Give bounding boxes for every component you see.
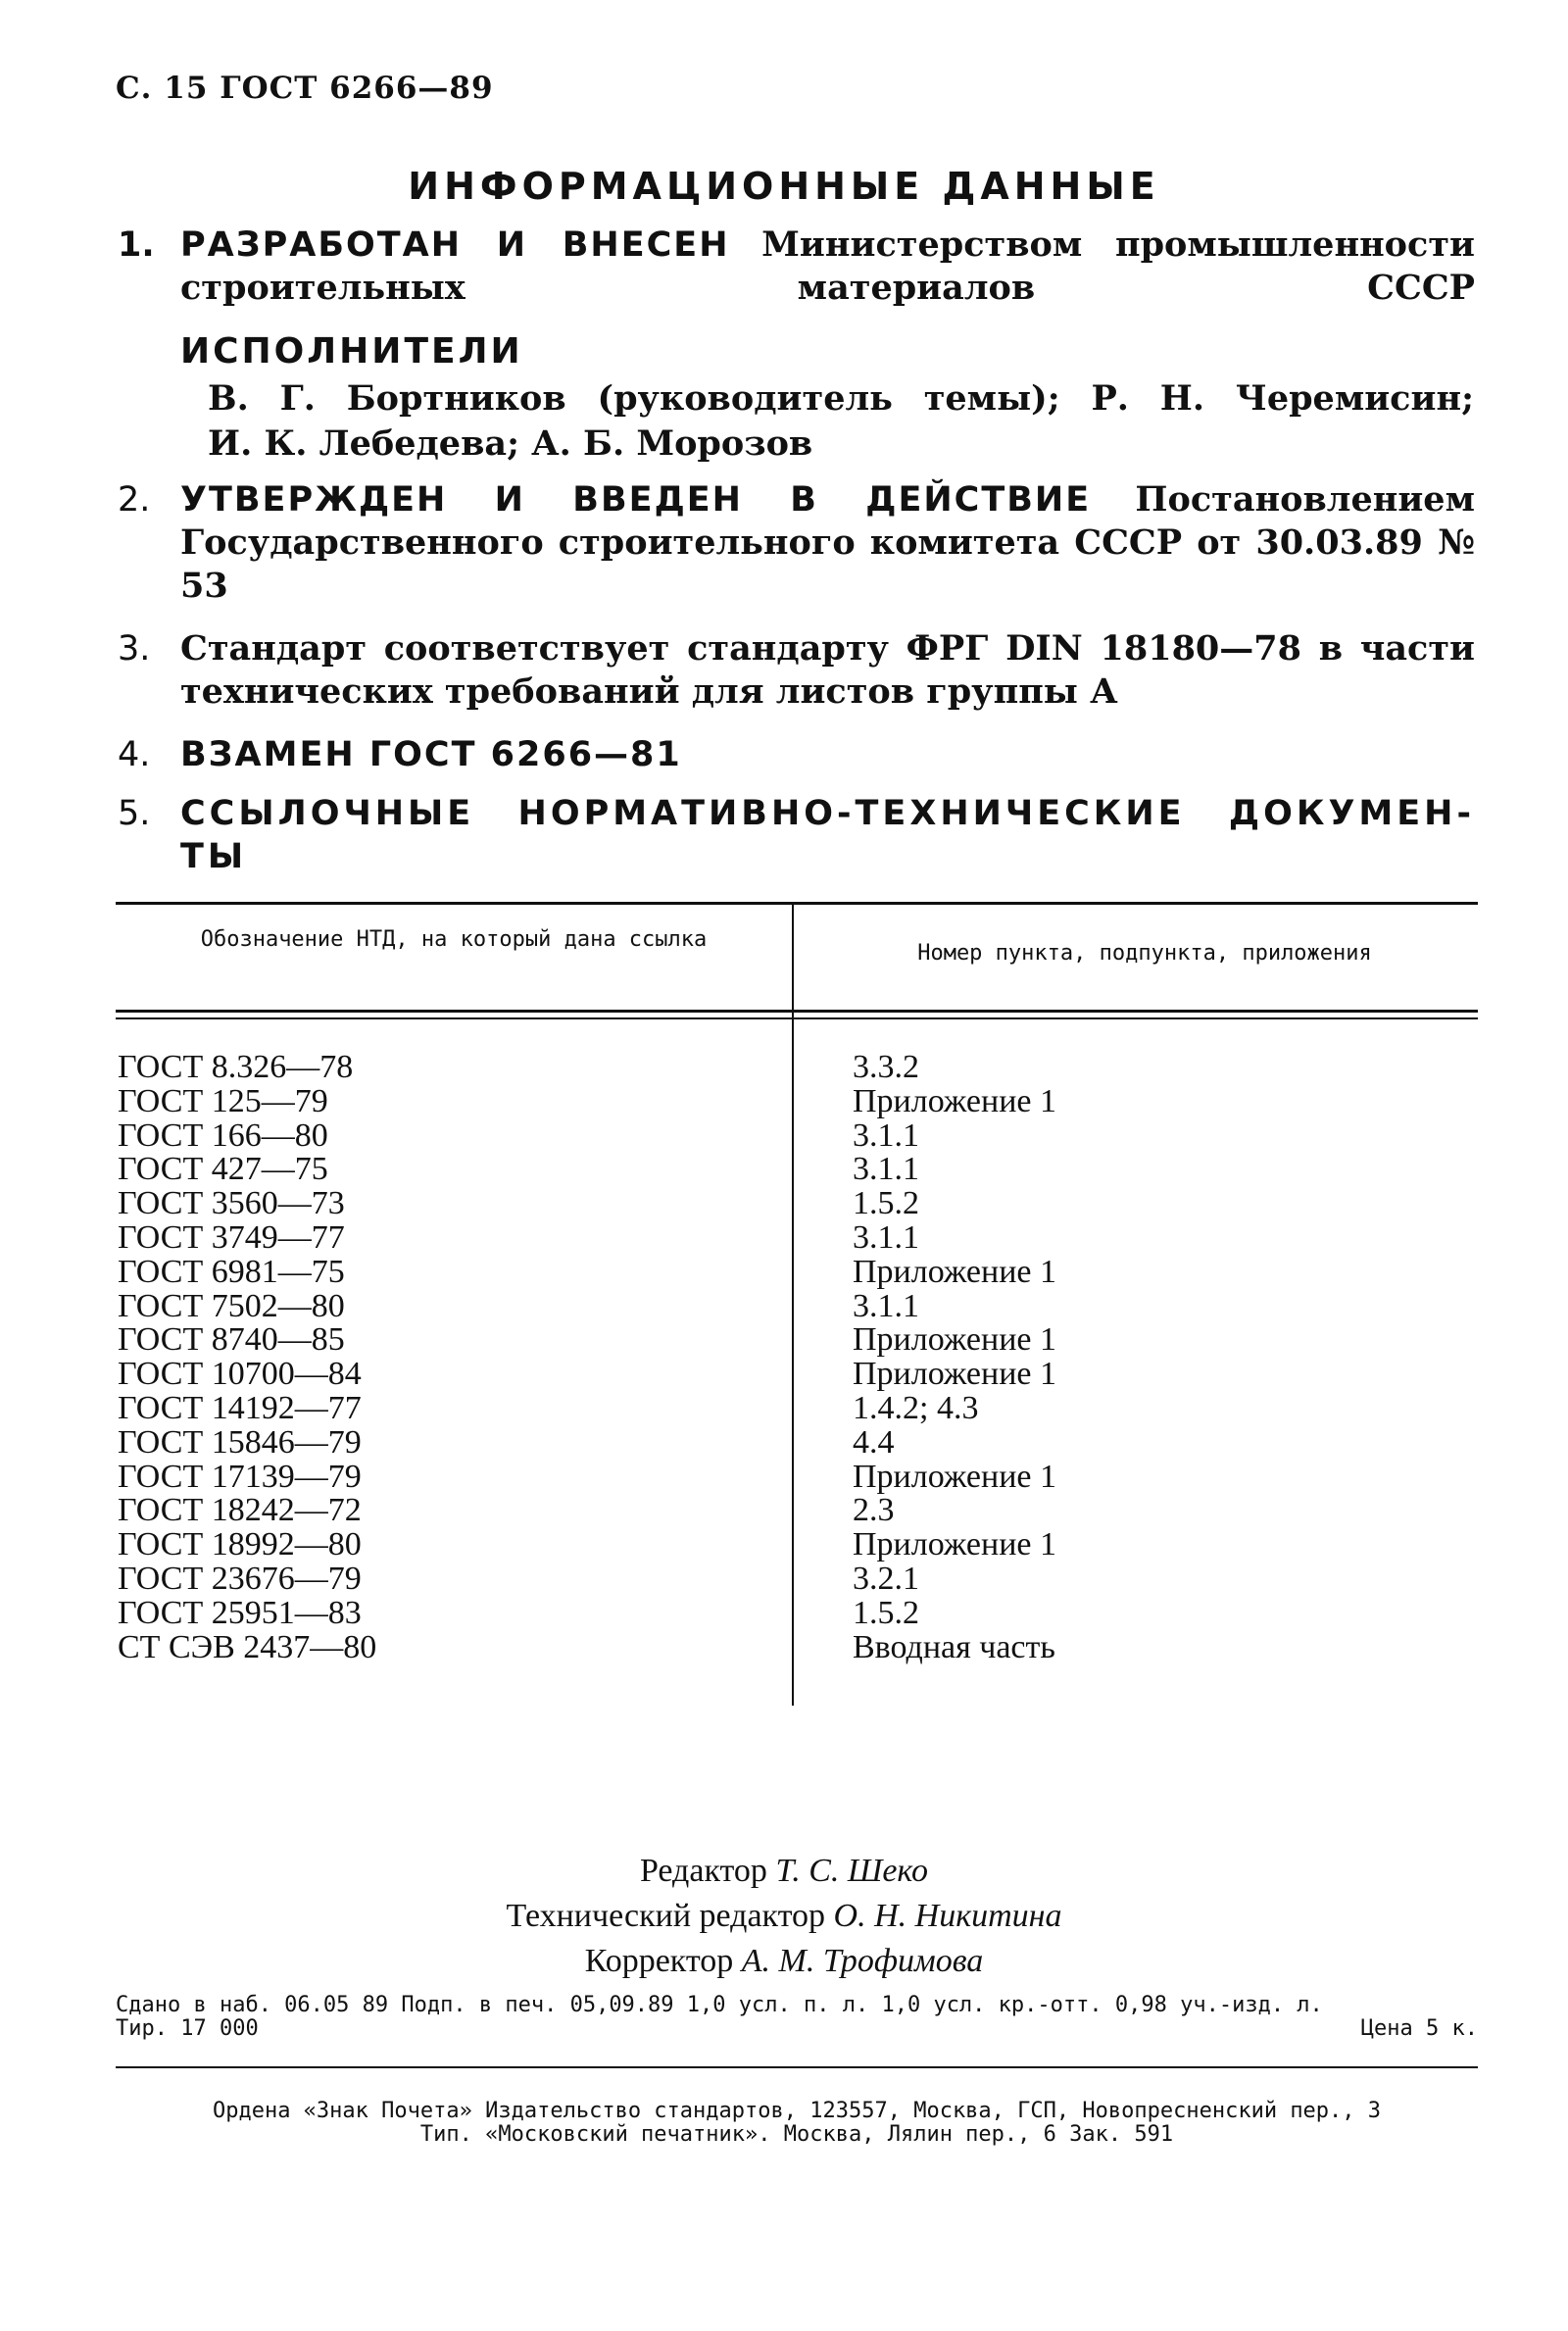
credit-name: Т. С. Шеко [775, 1853, 929, 1889]
table-cell-clause: 3.3.2 [853, 1049, 919, 1085]
table-cell-document: ГОСТ 427—75 [118, 1151, 328, 1188]
info-item-1 [118, 223, 1475, 310]
imprint-publisher: Ордена «Знак Почета» Издательство стандартов, 123557, Москва, ГСП, Новопресненский пер., 3 [212, 2099, 1382, 2123]
table-cell-clause: 2.3 [853, 1492, 895, 1529]
table-cell-clause: 1.5.2 [853, 1185, 919, 1222]
item-lead: РАЗРАБОТАН И ВНЕСЕН [180, 225, 730, 265]
credit-tech-editor [0, 1894, 1568, 1939]
table-cell-clause: Приложение 1 [853, 1253, 1056, 1290]
table-top-rule [116, 902, 1478, 905]
table-cell-document: ГОСТ 14192—77 [118, 1389, 362, 1426]
table-cell-document: ГОСТ 25951—83 [118, 1594, 362, 1631]
table-cell-clause: 4.4 [853, 1423, 895, 1461]
item-number: 5. [118, 794, 151, 833]
imprint-line-2 [116, 2017, 1478, 2041]
executors-line-1: В. Г. Бортников (руководитель темы); Р. Н. Черемисин; [208, 378, 1474, 419]
table-cell-document: ГОСТ 7502—80 [118, 1287, 345, 1324]
executors-list [208, 376, 1474, 467]
table-header-rule [116, 1010, 1478, 1013]
credit-name: О. Н. Никитина [833, 1898, 1062, 1934]
table-cell-clause: 3.1.1 [853, 1116, 919, 1154]
credit-corrector [0, 1939, 1568, 1984]
executors-heading: ИСПОЛНИТЕЛИ [180, 331, 523, 372]
credits-block [0, 1849, 1568, 1984]
table-header-clause: Номер пункта, подпункта, приложения [917, 941, 1372, 966]
table-cell-clause: 3.2.1 [853, 1560, 919, 1597]
imprint-price: Цена 5 к. [1360, 2016, 1478, 2041]
table-cell-document: ГОСТ 3749—77 [118, 1218, 345, 1256]
item-text: Постановлением Государственного строительного комитета СССР от 30.03.89 № 53 [180, 479, 1475, 606]
imprint-rule [116, 2066, 1478, 2068]
table-cell-clause: Приложение 1 [853, 1082, 1056, 1119]
page-label: С. 15 ГОСТ 6266—89 [116, 71, 494, 106]
table-cell-document: ГОСТ 125—79 [118, 1082, 328, 1119]
item-number: 2. [118, 480, 151, 520]
table-column-clauses [853, 1051, 1460, 1664]
credit-editor [0, 1849, 1568, 1894]
table-cell-document: СТ СЭВ 2437—80 [118, 1628, 377, 1665]
table-cell-document: ГОСТ 17139—79 [118, 1458, 362, 1495]
table-cell-document: ГОСТ 166—80 [118, 1116, 328, 1154]
table-cell-clause: Приложение 1 [853, 1526, 1056, 1563]
info-item-2 [118, 478, 1475, 608]
table-cell-document: ГОСТ 10700—84 [118, 1356, 362, 1393]
table-cell-document: ГОСТ 18992—80 [118, 1526, 362, 1563]
item-body [180, 478, 1475, 608]
item-text: Стандарт соответствует стандарту ФРГ DIN 18180—78 в части технических требований для листов группы А [180, 628, 1475, 712]
item-number: 3. [118, 629, 151, 669]
table-column-divider [792, 902, 794, 1706]
table-cell-clause: 1.4.2; 4.3 [853, 1389, 979, 1426]
item-text: Министерством промышленности строительных материалов СССР [180, 224, 1475, 308]
imprint-circulation: Тир. 17 000 [116, 2016, 259, 2041]
table-cell-document: ГОСТ 15846—79 [118, 1423, 362, 1461]
info-item-3 [118, 627, 1475, 714]
table-header-document: Обозначение НТД, на который дана ссылка [200, 927, 708, 952]
credit-name: А. М. Трофимова [741, 1943, 984, 1979]
table-cell-document: ГОСТ 18242—72 [118, 1492, 362, 1529]
table-cell-document: ГОСТ 23676—79 [118, 1560, 362, 1597]
item-lead: УТВЕРЖДЕН И ВВЕДЕН В ДЕЙСТВИЕ [180, 480, 1092, 520]
item-body [180, 223, 1475, 310]
table-cell-clause: 3.1.1 [853, 1287, 919, 1324]
item-number: 1. [118, 225, 155, 265]
credit-label: Редактор [639, 1853, 767, 1889]
credit-label: Технический редактор [506, 1898, 826, 1934]
table-cell-clause: 3.1.1 [853, 1218, 919, 1256]
table-cell-document: ГОСТ 8740—85 [118, 1321, 345, 1359]
table-cell-clause: Приложение 1 [853, 1356, 1056, 1393]
imprint-print-data [116, 1994, 1478, 2041]
table-column-documents [118, 1051, 784, 1664]
credit-label: Корректор [584, 1943, 734, 1979]
info-item-5 [118, 792, 1475, 878]
imprint-line-1: Сдано в наб. 06.05 89 Подп. в печ. 05,09.89 1,0 усл. п. л. 1,0 усл. кр.-отт. 0,98 уч.-изд. л. [116, 1993, 1323, 2017]
table-cell-document: ГОСТ 6981—75 [118, 1253, 345, 1290]
item-text: ССЫЛОЧНЫЕ НОРМАТИВНО-ТЕХНИЧЕСКИЕ ДОКУМЕН-ТЫ [180, 794, 1475, 876]
table-cell-clause: Приложение 1 [853, 1458, 1056, 1495]
item-number: 4. [118, 735, 151, 774]
table-cell-clause: Приложение 1 [853, 1321, 1056, 1359]
imprint-publisher-block [116, 2100, 1478, 2147]
table-cell-clause: 3.1.1 [853, 1151, 919, 1188]
table-cell-document: ГОСТ 3560—73 [118, 1185, 345, 1222]
table-cell-clause: Вводная часть [853, 1628, 1055, 1665]
table-header-rule-double [116, 1017, 1478, 1019]
page-title: ИНФОРМАЦИОННЫЕ ДАННЫЕ [408, 165, 1160, 208]
table-cell-document: ГОСТ 8.326—78 [118, 1049, 354, 1085]
imprint-printer: Тип. «Московский печатник». Москва, Лялин пер., 6 Зак. 591 [419, 2122, 1174, 2147]
reference-table [116, 902, 1478, 1706]
executors-line-2: И. К. Лебедева; А. Б. Морозов [208, 423, 813, 464]
table-cell-clause: 1.5.2 [853, 1594, 919, 1631]
info-item-4 [118, 733, 1475, 776]
item-text: ВЗАМЕН ГОСТ 6266—81 [180, 735, 682, 774]
